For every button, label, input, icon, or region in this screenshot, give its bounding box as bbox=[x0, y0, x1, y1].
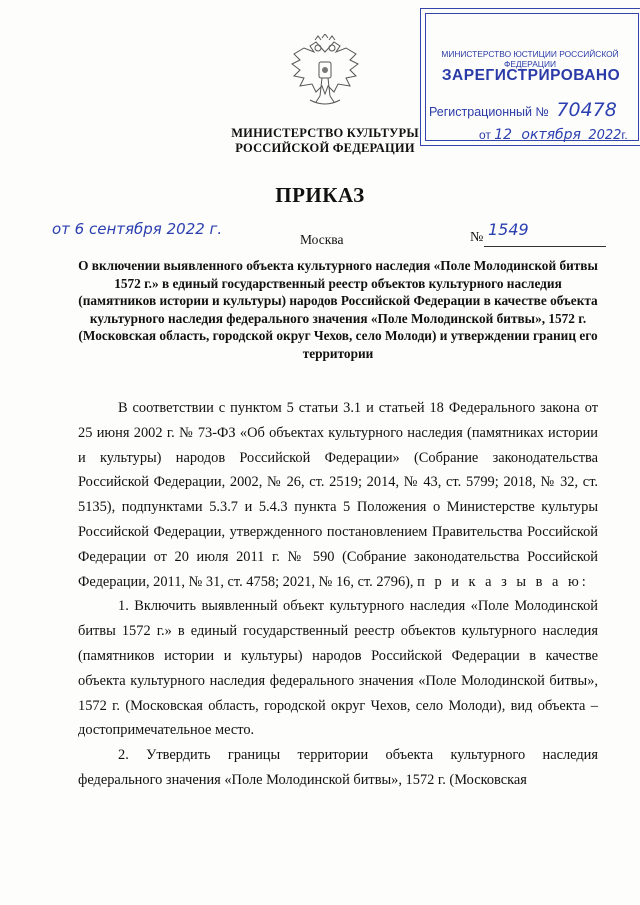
stamp-ministry-text: МИНИСТЕРСТВО ЮСТИЦИИ РОССИЙСКОЙ ФЕДЕРАЦИИ bbox=[441, 49, 619, 69]
stamp-reg-label: Регистрационный № bbox=[429, 105, 549, 119]
document-number-underline bbox=[484, 246, 606, 247]
coat-of-arms-emblem bbox=[286, 34, 364, 120]
paragraph-item-1: 1. Включить выявленный объект культурного наследия «Поле Молодинской битвы 1572 г.» в единый государственный реестр объектов культурного наследия (памятников истории и культуры) народов Российской Федерации в качестве объекта культурного наследия федерального значения «Поле Молодинской битвы», 1572 г. (Московская область, городской округ Чехов, село Молоди), вид объекта – достопримечательное место. bbox=[78, 598, 598, 739]
stamp-date-line bbox=[479, 127, 628, 143]
stamp-registered-text: ЗАРЕГИСТРИРОВАНО bbox=[441, 67, 621, 84]
stamp-reg-number: 70478 bbox=[556, 99, 617, 121]
stamp-from-label: от bbox=[479, 128, 491, 142]
document-number: 1549 bbox=[488, 220, 529, 239]
ministry-line-1: МИНИСТЕРСТВО КУЛЬТУРЫ bbox=[231, 126, 419, 140]
stamp-day: 12 bbox=[494, 127, 513, 143]
document-city: Москва bbox=[300, 232, 344, 247]
registration-stamp bbox=[420, 8, 640, 146]
document-body bbox=[78, 396, 598, 793]
ministry-line-2: РОССИЙСКОЙ ФЕДЕРАЦИИ bbox=[235, 141, 415, 155]
stamp-year: 2022 bbox=[588, 128, 622, 143]
ministry-header bbox=[200, 126, 450, 156]
paragraph-preamble bbox=[78, 396, 598, 594]
document-number-label: № bbox=[470, 230, 484, 245]
document-title: О включении выявленного объекта культурного наследия «Поле Молодинской битвы 1572 г.» в единый государственный реестр объектов культурного наследия (памятников истории и культуры) народов Российской Федерации в качестве объекта культурного наследия федерального значения «Поле Молодинской битвы», 1572 г. (Московская область, городской округ Чехов, село Молоди) и утверждении границ его территории bbox=[78, 258, 598, 361]
preamble-text: В соответствии с пунктом 5 статьи 3.1 и статьей 18 Федерального закона от 25 июня 2002 г. № 73-ФЗ «Об объектах культурного наследия (памятниках истории и культуры) народов Российской Федерации» (Собрание законодательства Российской Федерации, 2002, № 26, ст. 2519; 2014, № 43, ст. 5799; 2018, № 32, ст. 5135), подпунктами 5.3.7 и 5.4.3 пункта 5 Положения о Министерстве культуры Российской Федерации, утвержденного постановлением Правительства Российской Федерации от 20 июля 2011 г. № 590 (Собрание законодательства Российской Федерации, 2011, № 31, ст. 4758; 2021, № 16, ст. 2796), bbox=[78, 400, 598, 590]
document-type: ПРИКАЗ bbox=[275, 183, 365, 207]
document-date: от 6 сентября 2022 г. bbox=[52, 220, 223, 238]
stamp-month: октября bbox=[521, 127, 581, 143]
order-word: п р и к а з ы в а ю: bbox=[417, 573, 589, 590]
stamp-reg-line bbox=[429, 99, 617, 121]
stamp-year-suffix: г. bbox=[621, 128, 628, 142]
paragraph-item-2: 2. Утвердить границы территории объекта культурного наследия федерального значения «Поле Молодинской битвы», 1572 г. (Московская bbox=[78, 747, 598, 788]
